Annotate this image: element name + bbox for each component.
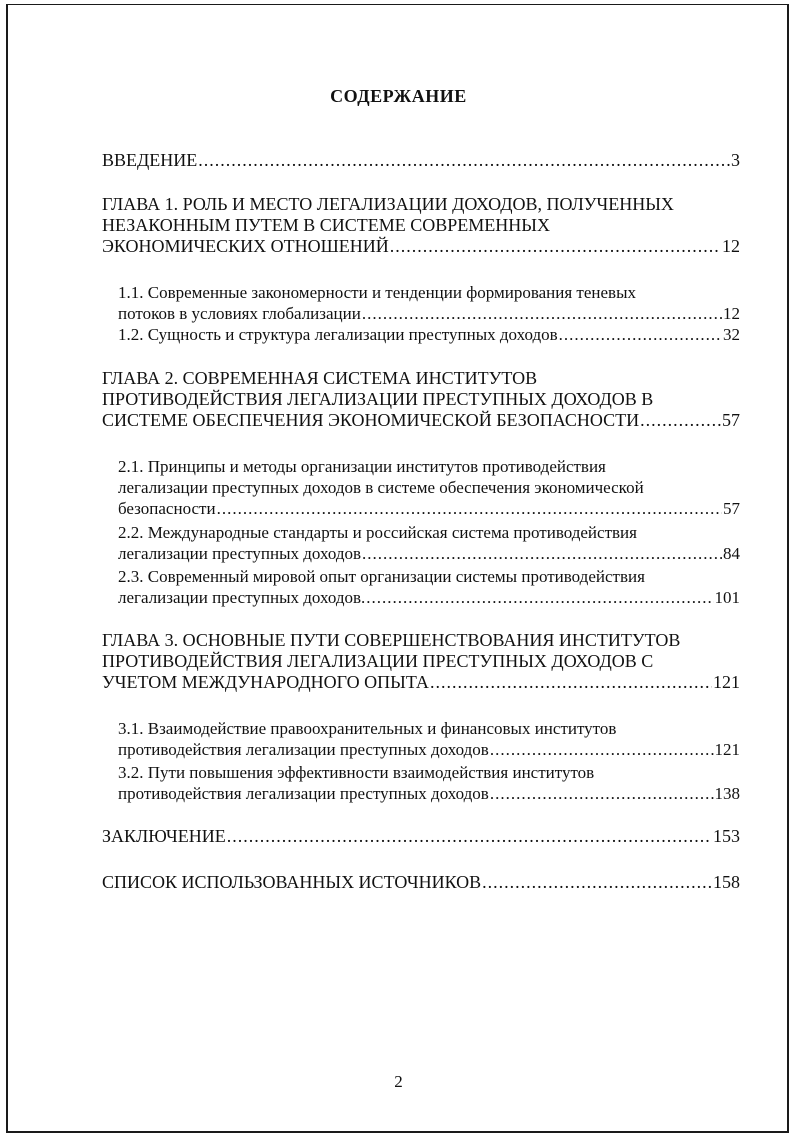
toc-entry-text: УЧЕТОМ МЕЖДУНАРОДНОГО ОПЫТА <box>102 672 429 692</box>
toc-entry-text: ВВЕДЕНИЕ <box>102 150 198 170</box>
toc-entry-text: безопасности <box>118 499 216 518</box>
dot-leader <box>490 739 714 760</box>
toc-entry-text: противодействия легализации преступных доходов <box>118 740 489 759</box>
dot-leader <box>430 672 712 693</box>
toc-entry-text: 1.2. Сущность и структура легализации преступных доходов <box>118 325 558 344</box>
dot-leader <box>362 543 722 564</box>
toc-page-number: 153 <box>713 826 740 846</box>
toc-entry-text: ГЛАВА 2. СОВРЕМЕННАЯ СИСТЕМА ИНСТИТУТОВ <box>102 368 538 388</box>
toc-entry-text: потоков в условиях глобализации <box>118 304 361 323</box>
toc-entry-text: 3.2. Пути повышения эффективности взаимодействия институтов <box>118 763 595 782</box>
toc-entry-text: 1.1. Современные закономерности и тенденции формирования теневых <box>118 283 637 302</box>
dot-leader <box>198 150 730 171</box>
toc-page-number: 57 <box>722 410 740 430</box>
page-number: 2 <box>394 1072 403 1091</box>
toc-entry-conclusion[interactable] <box>102 826 740 847</box>
toc-entry-text: ЗАКЛЮЧЕНИЕ <box>102 826 226 846</box>
dot-leader <box>227 826 712 847</box>
toc-entry-text: 2.2. Международные стандарты и российская система противодействия <box>118 523 637 542</box>
toc-entry-text: ПРОТИВОДЕЙСТВИЯ ЛЕГАЛИЗАЦИИ ПРЕСТУПНЫХ ДОХОДОВ В <box>102 389 654 409</box>
page-title: СОДЕРЖАНИЕ <box>330 86 467 106</box>
toc-page-number: 32 <box>723 325 740 344</box>
dot-leader <box>482 872 712 893</box>
toc-entry-text: 3.1. Взаимодействие правоохранительных и финансовых институтов <box>118 719 617 738</box>
toc-entry-chapter-3[interactable] <box>102 630 740 693</box>
dot-leader <box>390 236 721 257</box>
toc-entry-introduction[interactable] <box>102 150 740 171</box>
toc-entry-text: ГЛАВА 1. РОЛЬ И МЕСТО ЛЕГАЛИЗАЦИИ ДОХОДОВ, ПОЛУЧЕННЫХ <box>102 194 674 214</box>
toc-page-number: 84 <box>723 544 740 563</box>
dot-leader <box>362 303 722 324</box>
toc-page-number: 138 <box>714 784 740 803</box>
toc-page-number: 121 <box>713 672 740 692</box>
toc-entry-text: 2.3. Современный мировой опыт организации системы противодействия <box>118 567 645 586</box>
toc-page-number: 57 <box>723 499 740 518</box>
toc-entry-text: легализации преступных доходов <box>118 544 362 563</box>
toc-entry-section-3-1[interactable] <box>118 718 740 760</box>
toc-page-number: 158 <box>713 872 740 892</box>
toc-entry-chapter-1[interactable] <box>102 194 740 257</box>
dot-leader <box>366 587 713 608</box>
toc-page-number: 12 <box>722 236 740 256</box>
toc-entry-section-2-1[interactable] <box>118 456 740 519</box>
toc-entry-text: ПРОТИВОДЕЙСТВИЯ ЛЕГАЛИЗАЦИИ ПРЕСТУПНЫХ ДОХОДОВ С <box>102 651 654 671</box>
toc-page-number: 121 <box>714 740 740 759</box>
dot-leader <box>559 324 722 345</box>
toc-entry-section-2-2[interactable] <box>118 522 740 564</box>
toc-entry-text: легализации преступных доходов. <box>118 588 366 607</box>
dot-leader <box>217 498 722 519</box>
toc-entry-text: СПИСОК ИСПОЛЬЗОВАННЫХ ИСТОЧНИКОВ <box>102 872 482 892</box>
toc-entry-references[interactable] <box>102 872 740 893</box>
toc-entry-text: легализации преступных доходов в системе обеспечения экономической <box>118 478 644 497</box>
toc-page-number: 101 <box>714 588 740 607</box>
toc-entry-text: СИСТЕМЕ ОБЕСПЕЧЕНИЯ ЭКОНОМИЧЕСКОЙ БЕЗОПАСНОСТИ <box>102 410 640 430</box>
toc-entry-section-2-3[interactable] <box>118 566 740 608</box>
toc-entry-section-3-2[interactable] <box>118 762 740 804</box>
dot-leader <box>490 783 714 804</box>
toc-entry-section-1-2[interactable] <box>118 324 740 345</box>
toc-entry-section-1-1[interactable] <box>118 282 740 324</box>
toc-entry-text: НЕЗАКОННЫМ ПУТЕМ В СИСТЕМЕ СОВРЕМЕННЫХ <box>102 215 550 235</box>
toc-entry-text: ЭКОНОМИЧЕСКИХ ОТНОШЕНИЙ <box>102 236 389 256</box>
toc-entry-text: 2.1. Принципы и методы организации институтов противодействия <box>118 457 606 476</box>
toc-entry-text: ГЛАВА 3. ОСНОВНЫЕ ПУТИ СОВЕРШЕНСТВОВАНИЯ ИНСТИТУТОВ <box>102 630 681 650</box>
toc-page-number: 3 <box>731 150 740 170</box>
toc-page-number: 12 <box>723 304 740 323</box>
toc-entry-chapter-2[interactable] <box>102 368 740 431</box>
dot-leader <box>640 410 721 431</box>
toc-entry-text: противодействия легализации преступных доходов <box>118 784 489 803</box>
